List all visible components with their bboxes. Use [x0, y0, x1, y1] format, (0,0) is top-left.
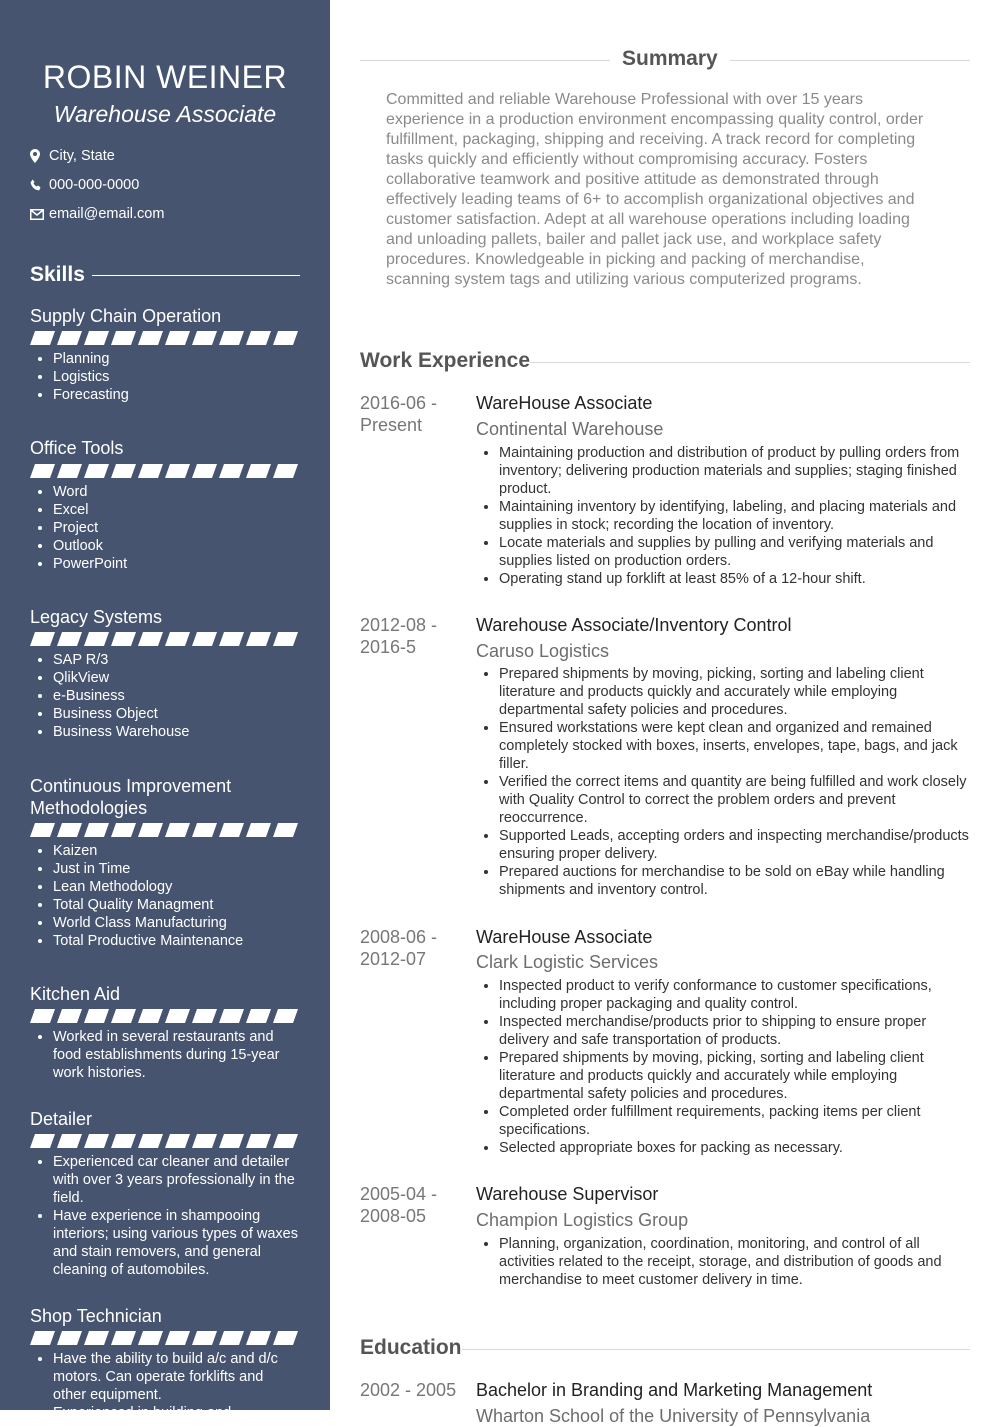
skill-title: Detailer — [30, 1109, 93, 1129]
job-duty: • Prepared shipments by moving, picking, sorting and labeling client literature and products quickly and accurately while employing departmental safety policies and procedures. — [499, 665, 970, 719]
profile-title: Warehouse Associate — [53, 101, 277, 127]
education-degree: Bachelor in Branding and Marketing Management — [476, 1380, 873, 1400]
skill-level-bar — [30, 1009, 300, 1023]
skill-title: Supply Chain Operation — [30, 306, 222, 326]
skill-item: • Excel — [53, 501, 300, 519]
skill-bar-segment — [138, 823, 163, 837]
skill-bar-segment — [192, 331, 217, 345]
education-school: Wharton School of the University of Pennsylvania — [476, 1406, 871, 1426]
skill-item: • Just in Time — [53, 860, 300, 878]
skill-bar-segment — [30, 632, 55, 646]
skill-bar-segment — [111, 331, 136, 345]
phone-icon — [30, 179, 44, 191]
skill-bar-segment — [84, 632, 109, 646]
job-company: Champion Logistics Group — [476, 1210, 689, 1230]
skill-bar-segment — [165, 632, 190, 646]
skill-items — [30, 1350, 300, 1422]
skill-bar-segment — [273, 632, 298, 646]
skill-level-bar — [30, 331, 300, 345]
job-company: Clark Logistic Services — [476, 952, 659, 972]
work-divider — [520, 362, 970, 363]
job-duty: • Prepared shipments by moving, picking, sorting and labeling client literature and products quickly and accurately while employing departmental safety policies and procedures. — [499, 1049, 970, 1103]
job-title: WareHouse Associate — [476, 393, 653, 413]
skill-bar-segment — [273, 823, 298, 837]
skill-bar-segment — [219, 464, 244, 478]
skill-item: • Project — [53, 519, 300, 537]
job-company: Caruso Logistics — [476, 641, 610, 661]
job-dates: 2005-04 - 2008-05 — [360, 1184, 438, 1226]
skill-items — [30, 350, 300, 404]
skill-item: • Forecasting — [53, 386, 300, 404]
skill-item: • Business Warehouse — [53, 723, 300, 741]
skill-bar-segment — [246, 1331, 271, 1345]
skill-bar-segment — [111, 1134, 136, 1148]
skill-bar-segment — [246, 464, 271, 478]
skill-item: • Logistics — [53, 368, 300, 386]
job-dates: 2008-06 - 2012-07 — [360, 927, 438, 969]
skill-bar-segment — [30, 331, 55, 345]
skill-bar-segment — [138, 1134, 163, 1148]
job-duty: • Selected appropriate boxes for packing as necessary. — [499, 1139, 970, 1157]
contact-email — [30, 205, 164, 223]
email-text[interactable]: email@email.com — [49, 206, 165, 222]
job-duty: • Inspected product to verify conformance to customer specifications, including proper packaging and quality control. — [499, 977, 970, 1013]
skill-bar-segment — [84, 1331, 109, 1345]
skill-items — [30, 1153, 300, 1279]
skill-item: • Word — [53, 483, 300, 501]
skill-bar-segment — [165, 1331, 190, 1345]
summary-text: Committed and reliable Warehouse Professional with over 15 years experience in a production environment encompassing quality control, order fulfillment, packaging, shipping and receiving. A track record for completing tasks quickly and efficiently without compromising accuracy. Fosters collaborative teamwork and positive attitude as demonstrated through effectively leading teams of 6+ to accomplish organizational objectives and customer satisfaction. Adept at all warehouse operations including loading and unloading pallets, bailer and pallet jack use, and workplace safety procedures. Knowledgeable in picking and packing of merchandise, scanning system tags and utilizing various computerized programs. — [386, 91, 924, 288]
education-heading: Education — [360, 1336, 462, 1359]
job-duty: • Maintaining production and distribution of product by pulling orders from inventory; delivering production materials and supplies; staging finished product. — [499, 444, 970, 498]
map-marker-icon — [30, 149, 44, 163]
skill-bar-segment — [30, 1009, 55, 1023]
skill-level-bar — [30, 1134, 300, 1148]
profile-name: ROBIN WEINER — [42, 59, 288, 95]
skill-bar-segment — [219, 1331, 244, 1345]
job-company: Continental Warehouse — [476, 419, 664, 439]
skill-bar-segment — [219, 632, 244, 646]
skill-bar-segment — [57, 632, 82, 646]
skill-item: • Worked in several restaurants and food establishments during 15-year work histories. — [53, 1028, 300, 1082]
skill-title: Legacy Systems — [30, 607, 163, 627]
job-duty: • Inspected merchandise/products prior to shipping to ensure proper delivery and safe transportation of products. — [499, 1013, 970, 1049]
skill-bar-segment — [111, 823, 136, 837]
skill-title: Shop Technician — [30, 1306, 162, 1326]
skill-items — [30, 483, 300, 573]
skill-bar-segment — [165, 464, 190, 478]
job-duty: • Verified the correct items and quantity are being fulfilled and work closely with Quality Control to correct the problem orders and prevent reoccurrence. — [499, 773, 970, 827]
work-heading: Work Experience — [360, 349, 531, 372]
contact-phone — [30, 176, 139, 194]
skill-bar-segment — [84, 464, 109, 478]
skill-item: • Business Object — [53, 705, 300, 723]
skill-bar-segment — [192, 1009, 217, 1023]
skill-bar-segment — [30, 1134, 55, 1148]
skill-bar-segment — [246, 1009, 271, 1023]
skill-level-bar — [30, 1331, 300, 1345]
skill-item: • Kaizen — [53, 842, 300, 860]
job-duty: • Planning, organization, coordination, monitoring, and control of all activities related to the receipt, storage, and distribution of goods and merchandise to meet customer delivery in time. — [499, 1235, 970, 1289]
skill-bar-segment — [165, 1134, 190, 1148]
skill-bar-segment — [30, 1331, 55, 1345]
job-title: Warehouse Associate/Inventory Control — [476, 615, 792, 635]
skill-bar-segment — [192, 1134, 217, 1148]
job-title: WareHouse Associate — [476, 927, 653, 947]
skill-item: • SAP R/3 — [53, 651, 300, 669]
job-duties — [476, 1235, 970, 1289]
skill-bar-segment — [111, 464, 136, 478]
skill-item: • Lean Methodology — [53, 878, 300, 896]
skill-bar-segment — [84, 823, 109, 837]
skill-bar-segment — [84, 1009, 109, 1023]
job-title: Warehouse Supervisor — [476, 1184, 659, 1204]
skill-bar-segment — [219, 1009, 244, 1023]
job-duty: • Operating stand up forklift at least 85% of a 12-hour shift. — [499, 570, 970, 588]
skills-divider — [92, 275, 300, 276]
skill-level-bar — [30, 464, 300, 478]
skill-bar-segment — [111, 1009, 136, 1023]
main-content — [360, 0, 970, 1426]
skill-item: • e-Business — [53, 687, 300, 705]
job-duty: • Prepared auctions for merchandise to be sold on eBay while handling shipments and inventory control. — [499, 863, 970, 899]
skill-items — [30, 842, 300, 950]
skill-bar-segment — [30, 823, 55, 837]
skill-items — [30, 1028, 300, 1082]
skill-bar-segment — [246, 823, 271, 837]
skill-bar-segment — [138, 1331, 163, 1345]
skill-item: • Experienced in building and — [53, 1404, 300, 1422]
job-duty: • Ensured workstations were kept clean and organized and remained completely stocked with boxes, inserts, envelopes, tape, bags, and jack filler. — [499, 719, 970, 773]
skill-level-bar — [30, 823, 300, 837]
phone-text: 000-000-0000 — [49, 177, 140, 193]
skill-item: • QlikView — [53, 669, 300, 687]
sidebar — [0, 0, 330, 1421]
skill-bar-segment — [192, 1331, 217, 1345]
education-dates: 2002 - 2005 — [360, 1380, 457, 1400]
skill-bar-segment — [273, 331, 298, 345]
skill-item: • Total Productive Maintenance — [53, 932, 300, 950]
skill-bar-segment — [138, 1009, 163, 1023]
job-dates: 2012-08 - 2016-5 — [360, 615, 438, 657]
job-duty: • Completed order fulfillment requirements, packing items per client specifications. — [499, 1103, 970, 1139]
envelope-icon — [30, 209, 44, 220]
job-duty: • Locate materials and supplies by pulling and verifying materials and supplies listed on production orders. — [499, 534, 970, 570]
skill-items — [30, 651, 300, 741]
skill-bar-segment — [273, 1331, 298, 1345]
skill-bar-segment — [57, 331, 82, 345]
job-duty: • Supported Leads, accepting orders and inspecting merchandise/products ensuring proper delivery. — [499, 827, 970, 863]
skill-item: • Have the ability to build a/c and d/c motors. Can operate forklifts and other equipment. — [53, 1350, 300, 1404]
skill-level-bar — [30, 632, 300, 646]
skill-bar-segment — [246, 1134, 271, 1148]
skill-bar-segment — [192, 464, 217, 478]
job-duties — [476, 665, 970, 899]
skill-bar-segment — [84, 331, 109, 345]
skill-bar-segment — [138, 331, 163, 345]
skill-item: • Have experience in shampooing interiors; using various types of waxes and stain removers, and general cleaning of automobiles. — [53, 1207, 300, 1279]
skills-heading: Skills — [30, 263, 85, 286]
skill-bar-segment — [84, 1134, 109, 1148]
skill-bar-segment — [165, 1009, 190, 1023]
skill-bar-segment — [111, 632, 136, 646]
skill-bar-segment — [273, 1009, 298, 1023]
skill-title: Kitchen Aid — [30, 984, 121, 1004]
skill-bar-segment — [111, 1331, 136, 1345]
skill-item: • Experienced car cleaner and detailer with over 3 years professionally in the field. — [53, 1153, 300, 1207]
skill-bar-segment — [57, 1331, 82, 1345]
skill-bar-segment — [273, 464, 298, 478]
skill-bar-segment — [138, 464, 163, 478]
skill-bar-segment — [219, 1134, 244, 1148]
job-duty: • Maintaining inventory by identifying, labeling, and placing materials and supplies in stock; recording the location of inventory. — [499, 498, 970, 534]
skill-bar-segment — [192, 823, 217, 837]
skill-bar-segment — [219, 823, 244, 837]
skill-bar-segment — [273, 1134, 298, 1148]
skill-bar-segment — [219, 331, 244, 345]
skill-title: Office Tools — [30, 438, 124, 458]
skill-bar-segment — [57, 464, 82, 478]
skill-bar-segment — [138, 632, 163, 646]
contact-location — [30, 147, 115, 165]
skill-bar-segment — [57, 1134, 82, 1148]
skill-bar-segment — [246, 632, 271, 646]
skill-item: • Total Quality Managment — [53, 896, 300, 914]
skill-bar-segment — [165, 823, 190, 837]
skill-bar-segment — [192, 632, 217, 646]
skill-item: • World Class Manufacturing — [53, 914, 300, 932]
skill-item: • Outlook — [53, 537, 300, 555]
skill-bar-segment — [246, 331, 271, 345]
education-divider — [462, 1349, 970, 1350]
skill-bar-segment — [165, 331, 190, 345]
skill-title: Continuous Improvement Methodologies — [30, 776, 232, 818]
skill-bar-segment — [57, 1009, 82, 1023]
skill-item: • Planning — [53, 350, 300, 368]
skill-bar-segment — [57, 823, 82, 837]
summary-heading: Summary — [610, 46, 730, 72]
job-duties — [476, 444, 970, 588]
skill-item: • PowerPoint — [53, 555, 300, 573]
skill-bar-segment — [30, 464, 55, 478]
job-duties — [476, 977, 970, 1157]
location-text: City, State — [49, 148, 115, 164]
job-dates: 2016-06 - Present — [360, 393, 438, 435]
